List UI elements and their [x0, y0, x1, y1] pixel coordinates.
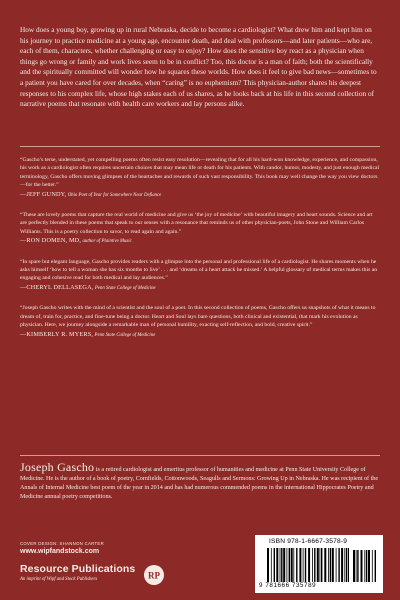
author-name: Joseph Gascho — [20, 460, 95, 474]
endorser-affiliation: author of Plaintive Music — [82, 239, 132, 245]
publisher-block — [20, 563, 200, 591]
divider-bottom — [20, 455, 380, 456]
publisher-tagline: An imprint of Wipf and Stock Publishers — [20, 577, 98, 582]
barcode-digits: 9 781666 735789 — [259, 582, 317, 589]
endorsement-quote: “Joseph Gascho writes with the mind of a scientist and the soul of a poet. In this second collection of poems, Gascho offers us snapshots of what it means to dream of, train for, practice, and fine-tune being a doctor. Heart and Soul lays bare questions, both clinical and existential, that mark his evolution as physician. Here, we journey alongside a remarkable man of personal humility, exacting self-reflection, and bold, creative spirit.” — [20, 305, 376, 329]
endorser-name: —KIMBERLY R. MYERS, — [20, 330, 94, 338]
endorsement-attribution — [20, 284, 380, 293]
cover-design-credit: COVER DESIGN: SHANNON CARTER — [20, 541, 105, 546]
isbn-label: ISBN 978-1-6667-3578-9 — [269, 538, 348, 545]
author-bio — [20, 460, 380, 502]
endorsement-quote: “Gascho’s terse, understated, yet compelling poems often resist easy resolution—revealing that for all his hard-won knowledge, experience, and compassion, his work as a cardiologist often requires uncertain choices that may mean life or death for his patients. With candor, humor, modesty, and just enough medical terminology, Gascho offers moving glimpses of the heartaches and rewards of such vast responsibility. This book may well change the way you view doctors—for the better.” — [20, 157, 380, 189]
endorsement-quote: “In spare but elegant language, Gascho provides readers with a glimpse into the personal and professional life of a cardiologist. He shares moments when he asks himself ‘how to tell a woman she has six months to live’ . . . and ‘dreams of a heart attack he missed.’ A helpful glossary of medical terms makes this an engaging and cohesive read for both medical and lay audiences.” — [20, 258, 378, 282]
endorsement-3 — [20, 258, 380, 294]
endorser-affiliation: Ohio Poet of Year for Somewhere Near Defiance — [67, 192, 162, 198]
barcode-bars-icon — [267, 548, 349, 582]
endorsement-2 — [20, 211, 380, 247]
endorser-affiliation: Penn State College of Medicine — [94, 285, 156, 291]
endorser-name: —CHERYL DELLASEGA, — [20, 283, 94, 291]
intro-paragraph: How does a young boy, growing up in rural Nebraska, decide to become a cardiologist? What drew him and kept him on his journey to practice medicine at a young age, encounter death, and deal with professors—and later patients—who are, each of them, characters, whether challenging or easy to enjoy? How does the sensitive boy react as a physician when things go wrong or family and work lives seem to be in conflict? Too, this doctor is a man of faith; both the scientifically and the spiritually committed will wonder how he squares these worlds. How does it feel to give bad news—sometimes to a patient you have cared for over decades, when “caring” is no euphemism? This physician-author shares his deepest responses to his complex life, whose high stakes each of us shares, as he looks back at his life in this second collection of narrative poems that resonate with health care workers and lay persons alike. — [20, 25, 377, 109]
divider-top — [20, 146, 380, 147]
isbn-barcode — [255, 535, 383, 593]
endorsement-1 — [20, 156, 380, 200]
publisher-logo-icon — [144, 565, 164, 585]
endorser-name: —RON DOMEN, MD, — [20, 237, 82, 245]
publisher-name: Resource Publications — [20, 563, 136, 575]
publisher-logo-text: RP — [148, 570, 160, 581]
endorsement-attribution — [20, 331, 380, 340]
endorser-name: —JEFF GUNDY, — [20, 190, 67, 198]
endorsement-attribution — [20, 191, 380, 200]
endorsements — [20, 156, 380, 351]
barcode-addon-bars-icon — [353, 550, 377, 582]
endorsement-quote: “These are lovely poems that capture the real world of medicine and give us ‘the joy of medicine’ with beautiful imagery and heart sounds. Science and art are perfectly blended in these poems that speak to our senses with a resonance that reminds us of other physician-poets, John Stone and William Carlos Williams. This is a poetry collection to savor, to read again and again.” — [20, 212, 373, 235]
endorsement-4 — [20, 304, 380, 340]
publisher-website: www.wipfandstock.com — [20, 548, 100, 555]
endorsement-attribution — [20, 237, 380, 246]
author-bio-text: is a retired cardiologist and emeritus professor of humanities and medicine at Penn State University College of Medicine. He is the author of a book of poetry, Cornfields, Cottonwoods, Seagulls and Sermons: Growing Up in Nebraska. He was recipient of the Annals of Internal Medicine best poem of the year in 2014 and has had numerous commended poems in the international Hippocrates Poetry and Medicine annual poetry competitions. — [20, 467, 379, 501]
endorser-affiliation: Penn State College of Medicine — [94, 332, 156, 338]
